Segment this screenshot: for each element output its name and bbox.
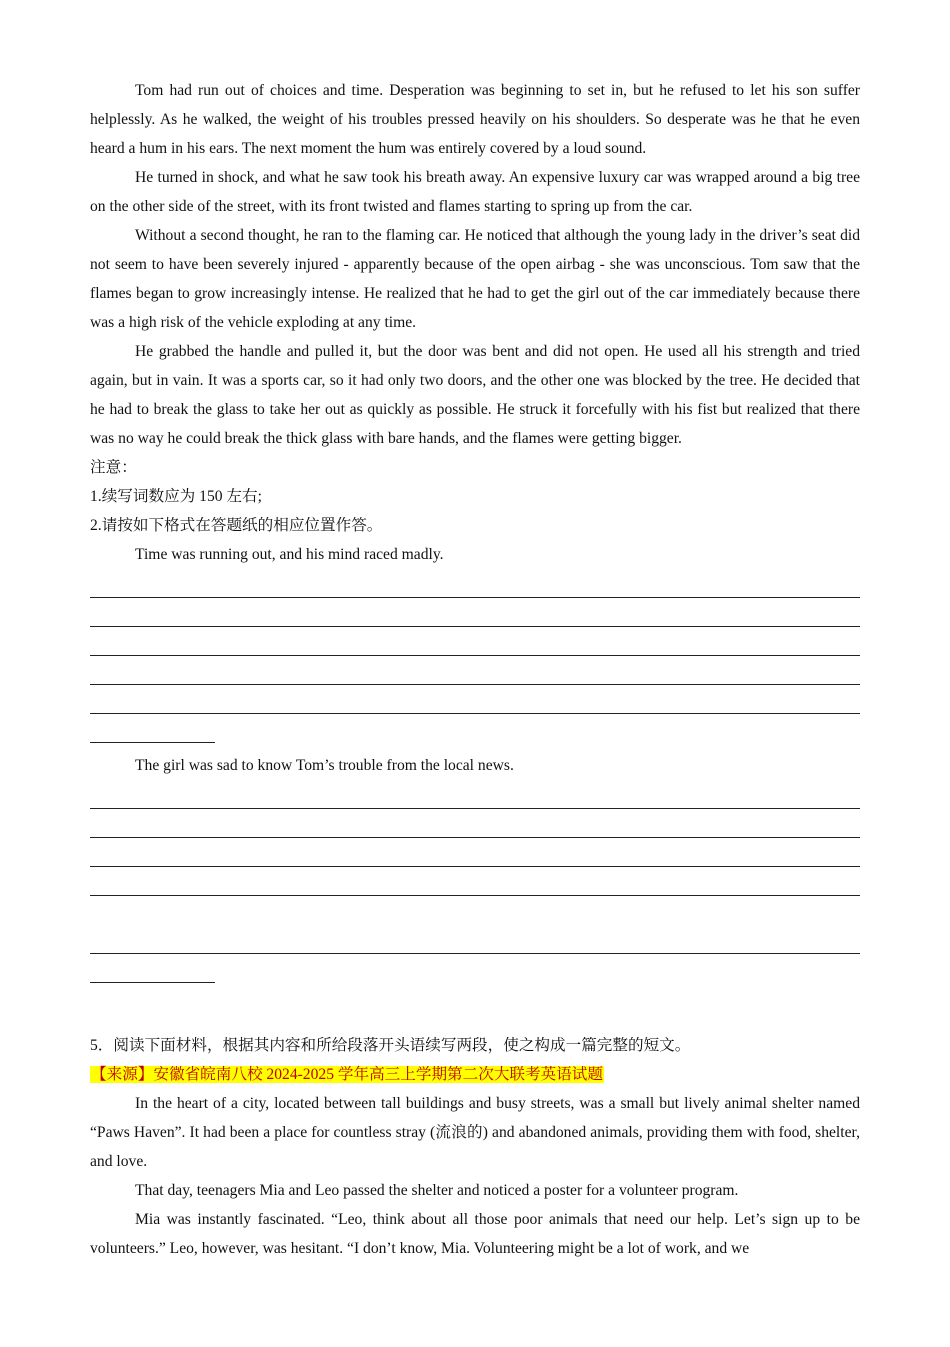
answer-line-end[interactable] [90,954,215,983]
story-paragraph-2: He turned in shock, and what he saw took his breath away. An expensive luxury car was wrapped around a big tree on the other side of the street, with its front twisted and flames starting to spring up from the car. [90,169,860,215]
question-5-instruction: 5．阅读下面材料，根据其内容和所给段落开头语续写两段，使之构成一篇完整的短文。 [90,1037,691,1054]
question-5-source-line [90,1060,860,1089]
continuation-prompt-1: Time was running out, and his mind raced madly. [135,546,444,563]
story-paragraph-1: Tom had run out of choices and time. Desperation was beginning to set in, but he refused to let his son suffer helplessly. As he walked, the weight of his troubles pressed heavily on his shoulders. So desperate was he that he even heard a hum in his ears. The next moment the hum was entirely covered by a loud sound. [90,82,860,157]
spacer [90,743,860,751]
document-content [90,76,860,1263]
notes-item-2: 2.请按如下格式在答题纸的相应位置作答。 [90,517,383,534]
story-paragraph-3: Without a second thought, he ran to the flaming car. He noticed that although the young lady in the driver’s seat did not seem to have been severely injured - apparently because of the open airbag - she was unconscious. Tom saw that the flames began to grow increasingly intense. He realized that he had to get the girl out of the car immediately because there was a high risk of the vehicle exploding at any time. [90,227,860,331]
question-5-paragraph-1: In the heart of a city, located between tall buildings and busy streets, was a small but lively animal shelter named “Paws Haven”. It had been a place for countless stray (流浪的) and abandoned animals, providing them with food, shelter, and love. [90,1095,860,1170]
answer-lines-2 [90,780,860,983]
answer-line[interactable] [90,685,860,714]
answer-line[interactable] [90,809,860,838]
answer-line[interactable] [90,867,860,896]
answer-line[interactable] [90,780,860,809]
spacer [90,983,860,1031]
answer-line[interactable] [90,838,860,867]
notes-item-1: 1.续写词数应为 150 左右; [90,488,262,505]
continuation-prompt-2: The girl was sad to know Tom’s trouble from the local news. [135,757,514,774]
spacer [90,896,860,925]
answer-line[interactable] [90,925,860,954]
answer-line[interactable] [90,627,860,656]
story-paragraph-4: He grabbed the handle and pulled it, but the door was bent and did not open. He used all his strength and tried again, but in vain. It was a sports car, so it had only two doors, and the other one was blocked by the tree. He decided that he had to break the glass to take her out as quickly as possible. He struck it forcefully with his fist but realized that there was no way he could break the thick glass with bare hands, and the flames were getting bigger. [90,343,860,447]
answer-line-end[interactable] [90,714,215,743]
notes-heading: 注意： [90,459,137,476]
answer-line[interactable] [90,598,860,627]
question-5-source: 【来源】安徽省皖南八校 2024-2025 学年高三上学期第二次大联考英语试题 [91,1066,603,1083]
question-5-paragraph-3: Mia was instantly fascinated. “Leo, think about all those poor animals that need our help. Let’s sign up to be volunteers.” Leo, however, was hesitant. “I don’t know, Mia. Volunteering might be a lot of work, and we [90,1211,860,1257]
answer-line[interactable] [90,569,860,598]
answer-line[interactable] [90,656,860,685]
answer-lines-1 [90,569,860,743]
question-5-paragraph-2: That day, teenagers Mia and Leo passed the shelter and noticed a poster for a volunteer program. [135,1182,739,1199]
